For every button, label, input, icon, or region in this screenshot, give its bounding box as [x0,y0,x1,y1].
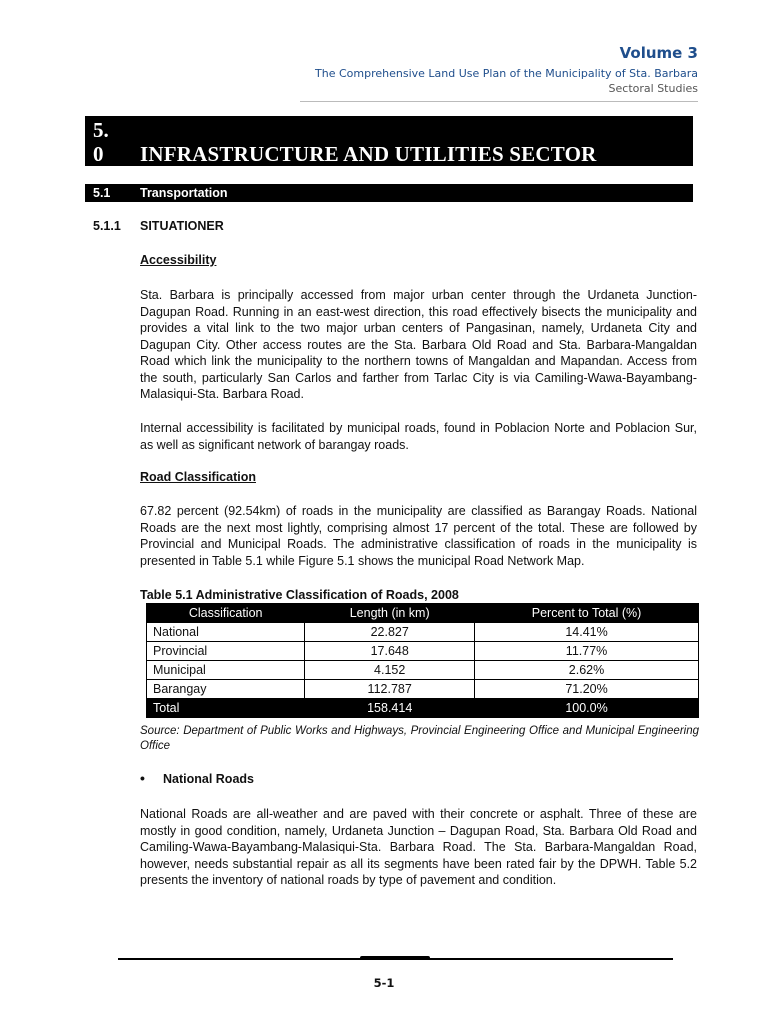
section-heading-bar [85,116,693,166]
table-caption: Table 5.1 Administrative Classification of Roads, 2008 [140,588,459,602]
subsection-number: 5.1 [93,186,111,200]
table-cell: National [147,623,305,642]
table-header-row [147,604,699,623]
document-subtitle: The Comprehensive Land Use Plan of the Municipality of Sta. Barbara [315,67,698,80]
section-label: Sectoral Studies [608,82,698,95]
subsection-title: Transportation [140,186,228,200]
table-row [147,623,699,642]
road-classification-heading: Road Classification [140,470,256,484]
subsection-heading-bar [85,184,693,202]
table-total-row [147,699,699,718]
subsubsection-heading [93,219,224,233]
table-header-cell: Length (in km) [305,604,475,623]
table-cell: 11.77% [475,642,699,661]
footer-ornament [360,956,430,960]
section-title: INFRASTRUCTURE AND UTILITIES SECTOR [140,142,597,166]
table-source-note: Source: Department of Public Works and Highways, Provincial Engineering Office and Municipal Engineering Office [140,725,699,752]
subsubsection-title: SITUATIONER [140,219,224,233]
table-header-cell: Classification [147,604,305,623]
page-number: 5-1 [373,976,395,990]
section-number-line1: 5. [93,118,109,142]
table-row [147,661,699,680]
section-number-line2: 0 [93,142,104,166]
table-cell: 14.41% [475,623,699,642]
accessibility-paragraph-2: Internal accessibility is facilitated by municipal roads, found in Poblacion Norte and Poblacion Sur, as well as significant network of barangay roads. [140,421,697,452]
road-classification-table [146,603,699,718]
table-cell: Provincial [147,642,305,661]
national-roads-paragraph: National Roads are all-weather and are paved with their concrete or asphalt. Three of these are mostly in good condition, namely, Urdaneta Junction – Dagupan Road, Sta. Barbara Old Road and Camiling-Wawa-Bayambang-Malasiqui-Sta. Barbara Road. The Sta. Barbara-Mangaldan Road, however, needs substantial repair as all its segments have been rated fair by the DPWH. Table 5.2 presents the inventory of national roads by type of pavement and condition. [140,807,697,887]
accessibility-paragraph-1: Sta. Barbara is principally accessed from major urban center through the Urdaneta Junction-Dagupan Road. Running in an east-west direction, this road effectively bisects the municipality and provides a vital link to the two major urban centers of Pangasinan, namely, Urdaneta City and Dagupan City. Other access routes are the Sta. Barbara Old Road and Sta. Barbara-Mangaldan Road which link the municipality to the northern towns of Mangaldan and Mapandan. Access from the south, particularly San Carlos and farther from Tarlac City is via Camiling-Wawa-Bayambang-Malasiqui-Sta. Barbara Road. [140,288,697,401]
table-row [147,642,699,661]
road-classification-paragraph: 67.82 percent (92.54km) of roads in the municipality are classified as Barangay Roads. National Roads are the next most lightly, comprising almost 17 percent of the total. These are followed by Provincial and Municipal Roads. The administrative classification of roads in the municipality is presented in Table 5.1 while Figure 5.1 shows the municipal Road Network Map. [140,504,697,568]
accessibility-heading: Accessibility [140,253,217,267]
table-cell: 71.20% [475,680,699,699]
subsubsection-number: 5.1.1 [93,219,121,233]
table-cell: 4.152 [305,661,475,680]
table-cell: 22.827 [305,623,475,642]
national-roads-heading: National Roads [163,772,254,786]
table-row [147,680,699,699]
volume-label: Volume 3 [619,44,698,62]
table-cell: 2.62% [475,661,699,680]
header-rule [300,101,698,102]
table-cell: 100.0% [475,699,699,718]
table-header-cell: Percent to Total (%) [475,604,699,623]
table-cell: 17.648 [305,642,475,661]
table-cell: Municipal [147,661,305,680]
table-cell: 112.787 [305,680,475,699]
bullet-icon: • [140,770,145,786]
table-cell: Barangay [147,680,305,699]
table-cell: 158.414 [305,699,475,718]
table-cell: Total [147,699,305,718]
